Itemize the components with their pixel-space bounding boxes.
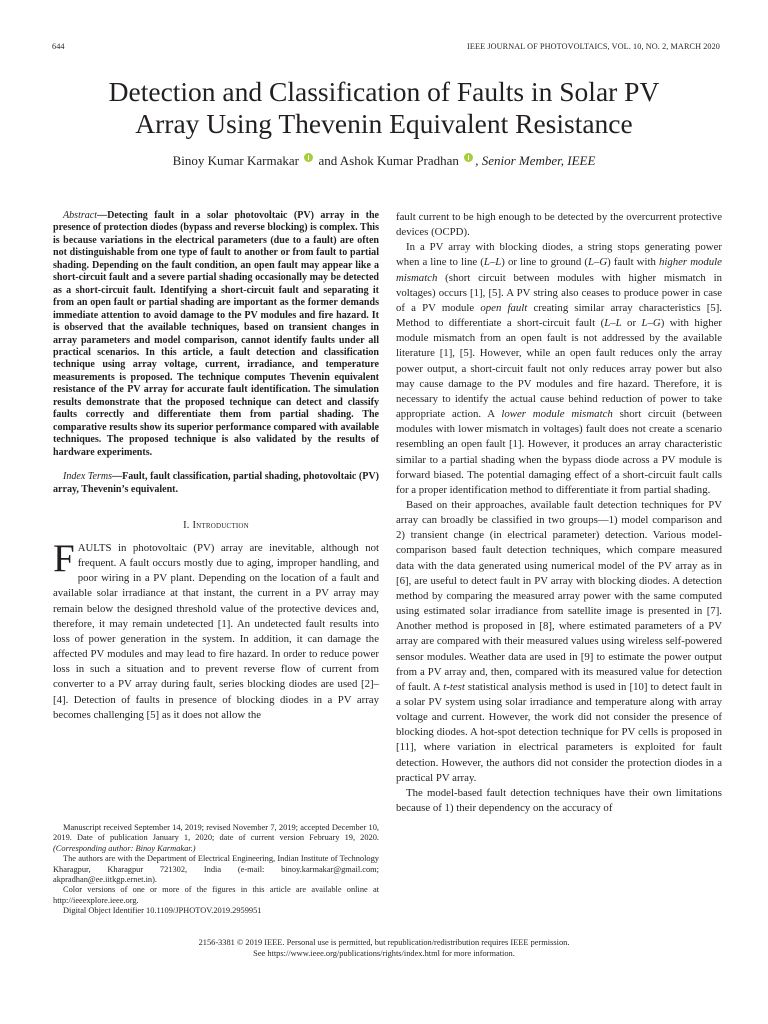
footnotes [53,823,379,917]
italic-run: t-test [443,680,465,693]
paragraph [396,498,722,786]
paragraph: fault current to be high enough to be detected by the overcurrent protective devices (OCPD). [396,211,722,239]
footnote-dates: Manuscript received September 14, 2019; revised November 7, 2019; accepted December 10, 2019. Date of publication January 1, 2020; date of current version February 19, 2020. [53,823,379,843]
abstract-label: Abstract [63,210,98,221]
index-terms-label: Index Terms [63,471,113,483]
left-column [53,210,379,723]
abstract-text: —Detecting fault in a solar photovoltaic (PV) array in the presence of protection diodes (bypass and reverse blocking) is complex. This is because variations in the electrical parameters (due to a fault) are often not distinguishable from one type of fault to another or from fault to partial shading. Depending on the fault condition, an open fault may appear like a short-circuit fault and a severe partial shading occasionally may be detected as a short-circuit fault. Identifying a short-circuit fault and separating it from an open fault or partial shading are important as the former demands immediate attention to avoid damage to the PV modules and fire hazard. It is observed that the available techniques, based on transient changes in array parameters and model comparison, cannot identify faults under all practical scenarios. In this article, a fault detection and classification technique using array voltage, current, irradiance, and temperature measurements is proposed. The technique computes Thevenin equivalent resistance of the PV array for accurate fault identification. The simulation results demonstrate that the proposed technique can detect and classify faults correctly and differentiate them from partial shading. The comparative results show its superior performance compared with available techniques. The proposed technique is also validated by the results of hardware experiments. [53,210,379,458]
intro-text: in photovoltaic (PV) array are inevitable, although not frequent. A fault occurs mostly due to aging, improper handling, and poor wiring in a PV plant. Depending on the location of a fault and available solar irradiance at that instant, the current in a PV array may remain below the designed threshold value of the protective devices and, therefore, it may remain undetected [1]. An undetected fault results into loss of power generation in the system. In addition, it can damage the affected PV modules and may lead to fire hazard. In order to reduce power loss in such a situation and to prevent reverse flow of current from converter to a PV array during fault, series blocking diodes are used [2]–[4]. Detection of faults in presence of blocking diodes in a PV array becomes challenging [5] as it does not allow the [53,541,380,721]
section-heading: I. Introduction [183,519,249,531]
paper-title [40,76,728,140]
text-run: Based on their approaches, available fault detection techniques for PV array can broadly be classified in two groups—1) model comparison and 2) transient change (in electrical parameter) detection. Various model-comparison based fault detection techniques, which compare measured data with the data generated using numerical model of the PV array as in [6], are useful to detect fault in PV array with blocking diodes. A detection method by comparing the measured array power with the same computed using estimated solar irradiance from satellite image is presented in [7]. Another method is proposed in [8], where estimated parameters of a PV array are compared with their measured values using wireless self-powered sensor modules. Weather data are used in [9] to estimate the power output from a PV array and, then, compared with its measured value for detection of fault. A [396,498,722,693]
italic-run: higher module mismatch [396,256,722,284]
paragraph [396,240,722,498]
text-run: ) fault with [607,256,659,269]
text-run: In a PV array with blocking diodes, a string stops generating power when a line to line ( [396,241,722,269]
orcid-icon[interactable] [304,153,313,162]
index-terms [53,471,379,496]
intro-paragraph [53,536,380,723]
text-run: short circuit (between modules with lower mismatch in voltages) fault does not create a scenario resembling an open fault [1]. However, it produces an array characteristic similar to a partial shading when the bypass diode across a PV module is forward biased. The potential damaging effect of a short-circuit fault calls for a proper identification method to differentiate it from partial shading. [396,408,722,496]
journal-header: IEEE JOURNAL OF PHOTOVOLTAICS, VOL. 10, NO. 2, MARCH 2020 [467,42,720,51]
italic-run: L–G [587,256,608,269]
index-terms-text: —Fault, fault classification, partial shading, photovoltaic (PV) array, Thevenin’s equivalent. [53,471,379,495]
italic-run: lower module mismatch [501,408,613,421]
drop-cap: F [53,536,75,580]
text-run: (short circuit between modules with higher mismatch in voltages) occurs [1], [5]. A PV string also ceases to produce power in case of a PV module [396,271,722,314]
text-run: ) with higher module mismatch from an open fault is not addressed by the available literature [1], [5]. However, while an open fault reduces only the array power output, a short-circuit fault not only reduces array power but also may cause damage to the PV modules and fire hazard. Therefore, it is necessary to identify the actual cause behind reduction of power to take appropriate action. A [396,317,722,421]
italic-run: L–G [641,317,661,330]
author-conjunction: and [318,153,338,168]
text-run: ) or line to ground ( [501,256,588,269]
copyright-notice [0,937,768,959]
corresponding-author: (Corresponding author: Binoy Karmakar.) [53,843,196,853]
author-1: Binoy Kumar Karmakar [172,153,299,168]
abstract [53,210,379,459]
text-run: or [621,317,642,330]
copyright-line-2: See https://www.ieee.org/publications/rights/index.html for more information. [253,949,515,958]
footnote-affiliation: The authors are with the Department of Electrical Engineering, Indian Institute of Technology Kharagpur, Kharagpur 721302, India (e-mail: binoy.karmakar@gmail.com; akpradhan@ee.iitkgp.ernet.in). [53,854,379,885]
copyright-line-1: 2156-3381 © 2019 IEEE. Personal use is permitted, but republication/redistribution requires IEEE permission. [198,938,570,947]
italic-run: L–L [483,256,502,269]
right-column [396,210,722,816]
text-run: creating similar array characteristics [5]. Method to differentiate a short-circuit fault ( [396,301,723,330]
footnote-color: Color versions of one or more of the figures in this article are available online at http://ieeexplore.ieee.org. [53,885,379,905]
footnote-manuscript [53,823,379,854]
page-number: 644 [52,42,65,51]
title-line-1: Detection and Classification of Faults in Solar PV [108,76,660,107]
author-2: Ashok Kumar Pradhan [339,153,459,168]
footnote-doi: Digital Object Identifier 10.1109/JPHOTOV.2019.2959951 [63,906,262,916]
author-line [40,153,728,169]
first-word: AULTS [77,541,112,554]
italic-run: open fault [480,301,528,314]
orcid-icon[interactable] [464,153,473,162]
paragraph: The model-based fault detection techniques have their own limitations because of 1) their dependency on the accuracy of [396,786,722,815]
author-membership: , Senior Member, IEEE [475,153,596,168]
text-run: statistical analysis method is used in [10] to detect fault in a solar PV system using solar irradiance and temperature along with array voltage and current. However, the work did not consider the presence of blocking diodes. A hot-spot detection technique for PV cells is proposed in [11], where variation in electrical parameters is exploited for fault detection. However, the authors did not consider the protection diodes in a practical PV array. [396,680,723,784]
title-line-2: Array Using Thevenin Equivalent Resistance [135,108,633,139]
italic-run: L–L [604,317,622,330]
